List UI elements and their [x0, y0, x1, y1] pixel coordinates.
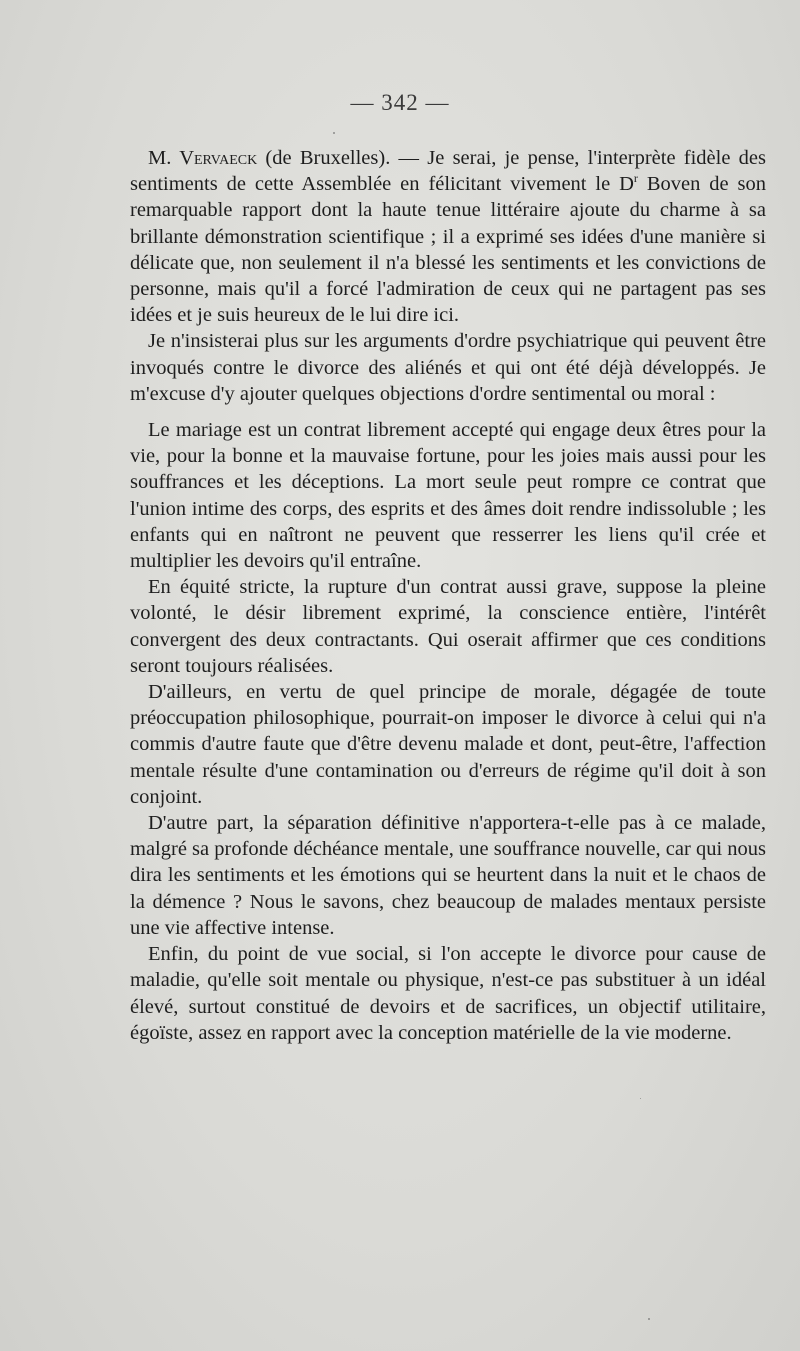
body-text: [130, 145, 766, 1046]
paragraph-text: Boven de son remarquable rapport dont la haute tenue littéraire ajoute du charme à sa brillante démonstration scientifique ; il a exprimé ses idées d'une manière si délicate que, non seulement il n'a blessé les sentiments et les convictions de personne, mais qu'il a forcé l'admiration de ceux qui ne partagent pas ses idées et je suis heureux de le lui dire ici.: [130, 173, 766, 327]
paragraph: D'autre part, la séparation définitive n'apportera-t-elle pas à ce malade, malgré sa profonde déchéance mentale, une souffrance nouvelle, car qui nous dira les sentiments et les émotions qui se heurtent dans la nuit et le chaos de la démence ? Nous le savons, chez beaucoup de malades mentaux persiste une vie affective intense.: [130, 812, 766, 939]
paragraph: Le mariage est un contrat librement accepté qui engage deux êtres pour la vie, pour la bonne et la mauvaise fortune, pour les joies mais aussi pour les souffrances et les déceptions. La mort seule peut rompre ce contrat que l'union intime des corps, des esprits et des âmes doit rendre indissoluble ; les enfants qui en naîtront ne peuvent que resserrer les liens qu'il crée et multiplier les devoirs qu'il entraîne.: [130, 419, 766, 573]
paper-speck: [640, 1098, 641, 1099]
paragraph: En équité stricte, la rupture d'un contrat aussi grave, suppose la pleine volonté, le désir librement exprimé, la conscience entière, l'intérêt convergent des deux contractants. Qui oserait affirmer que ces conditions seront toujours réalisées.: [130, 576, 766, 677]
superscript: r: [633, 171, 638, 186]
paper-speck: [333, 132, 335, 134]
paragraph-text: (de Bruxelles). — Je serai, je pense, l'interprète fidèle des sentiments de cette Assemblée en félicitant vivement le D: [130, 147, 766, 196]
paragraph: Je n'insisterai plus sur les arguments d'ordre psychiatrique qui peuvent être invoqués contre le divorce des aliénés et qui ont été déjà développés. Je m'excuse d'y ajouter quelques objections d'ordre sentimental ou moral :: [130, 330, 766, 405]
paragraph: D'ailleurs, en vertu de quel principe de morale, dégagée de toute préoccupation philosophique, pourrait-on imposer le divorce à celui qui n'a commis d'autre faute que d'être devenu malade et dont, peut-être, l'affection mentale résulte d'une contamination ou d'erreurs de régime qu'il doit à son conjoint.: [130, 681, 766, 808]
paper-speck: [648, 1318, 650, 1320]
page-number: — 342 —: [350, 90, 450, 115]
speaker-name: M. Vervaeck: [148, 147, 258, 169]
paragraph: Enfin, du point de vue social, si l'on accepte le divorce pour cause de maladie, qu'elle soit mentale ou physique, n'est-ce pas substituer à un idéal élevé, surtout constitué de devoirs et de sacrifices, un objectif utilitaire, égoïste, assez en rapport avec la conception matérielle de la vie moderne.: [130, 943, 766, 1044]
paragraph-speech-opening: [130, 145, 766, 328]
